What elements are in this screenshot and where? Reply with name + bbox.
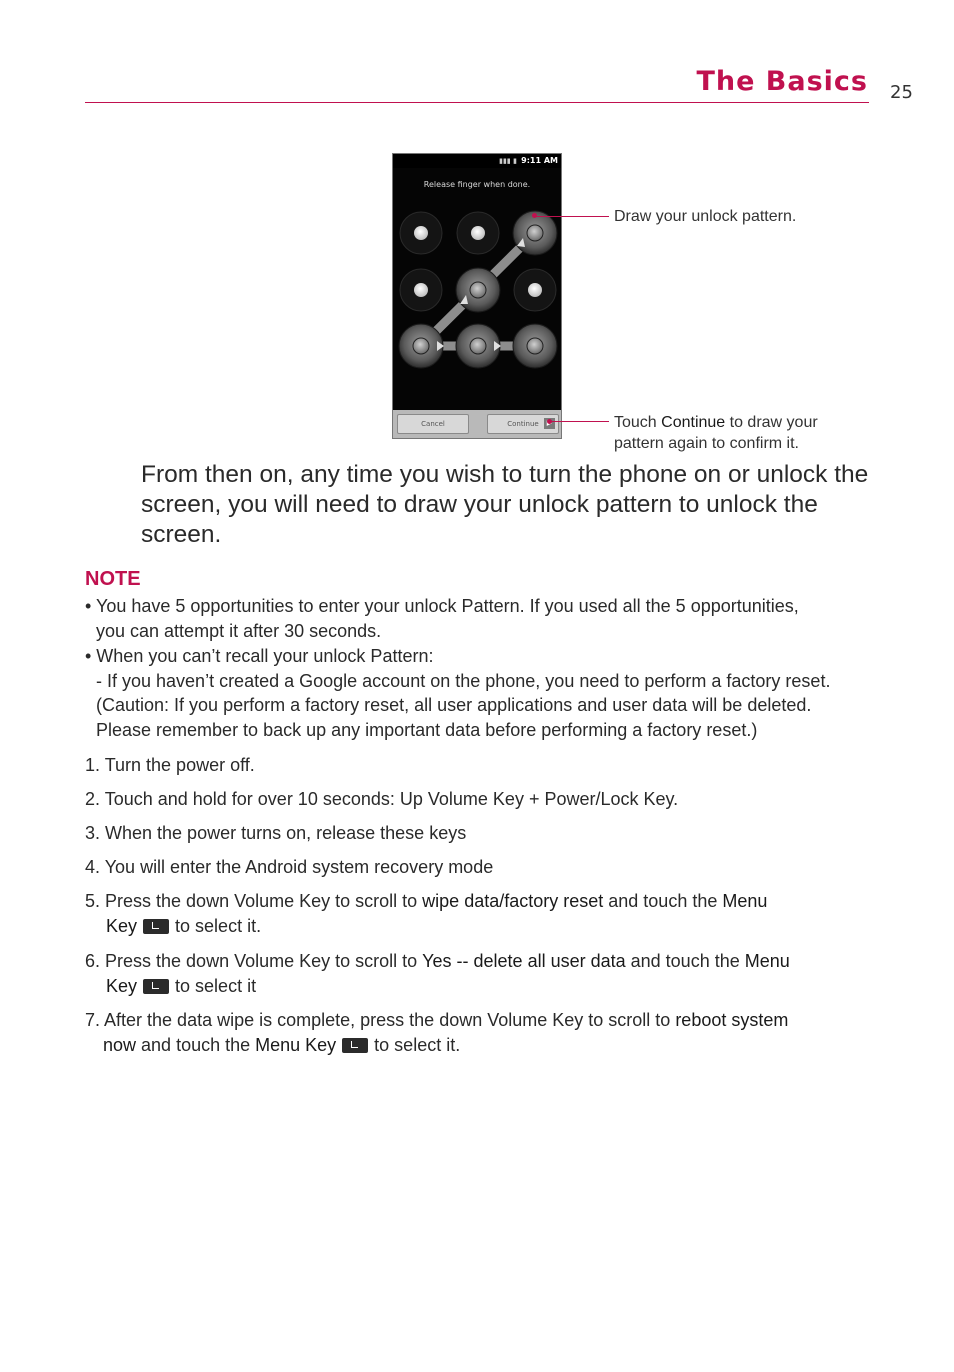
note-bullet-1-line-1: • You have 5 opportunities to enter your unlock Pattern. If you used all the 5 opportunities,	[85, 596, 799, 616]
pattern-dot-2	[457, 212, 499, 254]
pattern-dot-9-active	[513, 324, 557, 368]
pattern-dot-7-active	[399, 324, 444, 368]
callout-touch-line2: pattern again to confirm it.	[614, 435, 799, 452]
cancel-button[interactable]: Cancel	[397, 414, 469, 434]
step-5-text-a: 5. Press the down Volume Key to scroll to	[85, 891, 423, 911]
step-5-text-c: and touch the	[603, 891, 723, 911]
note-heading: NOTE	[85, 568, 141, 590]
continue-button-label: Continue	[507, 420, 539, 428]
step-5	[85, 889, 875, 938]
phone-button-bar	[393, 410, 561, 438]
step-7-text-d: and touch the	[136, 1034, 256, 1055]
step-2: 2. Touch and hold for over 10 seconds: Up Volume Key + Power/Lock Key.	[85, 789, 679, 809]
pattern-dot-1	[400, 212, 442, 254]
note-bullet-2-line-3: (Caution: If you perform a factory reset, all user applications and user data will be deleted.	[96, 695, 812, 715]
step-6	[85, 949, 875, 998]
menu-key-icon	[143, 919, 169, 934]
step-5-text-f: to select it.	[175, 915, 262, 936]
step-4: 4. You will enter the Android system recovery mode	[85, 857, 494, 877]
page-number: 25	[890, 82, 913, 103]
callout-line-pattern	[535, 216, 609, 217]
status-clock: 9:11 AM	[521, 156, 558, 165]
callout-touch-bold: Continue	[661, 414, 726, 431]
step-5-key: Key	[106, 915, 138, 936]
lead-paragraph: From then on, any time you wish to turn the phone on or unlock the screen, you will need to draw your unlock pattern to unlock the screen.	[141, 461, 869, 548]
step-7-option-b: now	[103, 1034, 137, 1055]
signal-icon: ▮▮▮ ▮	[499, 157, 517, 165]
step-1: 1. Turn the power off.	[85, 755, 255, 775]
note-bullet-2-line-1: • When you can’t recall your unlock Pattern:	[85, 646, 434, 666]
step-7-text-f: to select it.	[374, 1034, 461, 1055]
step-6-text-c: and touch the	[625, 951, 745, 971]
step-6-option: Yes -- delete all user data	[422, 951, 626, 971]
continue-button[interactable]	[487, 414, 559, 434]
pattern-dot-4	[400, 269, 442, 311]
phone-instruction-text: Release finger when done.	[423, 180, 531, 189]
pattern-dot-6	[514, 269, 556, 311]
callout-line-continue	[550, 421, 609, 422]
note-bullet-2-line-2: - If you haven’t created a Google account on the phone, you need to perform a factory reset.	[96, 670, 831, 691]
pattern-dot-8-active	[456, 324, 501, 368]
step-6-menu: Menu	[744, 951, 790, 971]
step-7-menu-key: Menu Key	[255, 1034, 337, 1055]
note-bullet-2-line-4: Please remember to back up any important data before performing a factory reset.)	[96, 719, 758, 740]
step-6-key: Key	[106, 975, 138, 996]
note-bullet-1	[85, 594, 875, 643]
menu-key-icon	[342, 1038, 368, 1053]
phone-screenshot	[392, 153, 562, 439]
callout-continue-text	[614, 412, 874, 454]
step-7-option-a: reboot system	[675, 1010, 789, 1030]
step-7-text-a: 7. After the data wipe is complete, press the down Volume Key to scroll to	[85, 1010, 676, 1030]
note-bullet-1-line-2: you can attempt it after 30 seconds.	[96, 620, 382, 641]
callout-draw-pattern: Draw your unlock pattern.	[614, 208, 797, 225]
callout-touch-suffix: to draw your	[725, 414, 818, 431]
note-bullet-2	[85, 644, 875, 742]
unlock-pattern-grid	[393, 154, 562, 439]
step-6-text-f: to select it	[175, 975, 257, 996]
step-5-option: wipe data/factory reset	[422, 891, 604, 911]
callout-touch-prefix: Touch	[614, 414, 662, 431]
pattern-dot-5-active	[456, 268, 500, 312]
step-6-text-a: 6. Press the down Volume Key to scroll to	[85, 951, 423, 971]
menu-key-icon	[143, 979, 169, 994]
section-title: The Basics	[696, 66, 868, 97]
step-3: 3. When the power turns on, release these keys	[85, 823, 467, 843]
header-divider	[85, 102, 869, 103]
step-5-menu: Menu	[722, 891, 768, 911]
step-7	[85, 1008, 875, 1057]
